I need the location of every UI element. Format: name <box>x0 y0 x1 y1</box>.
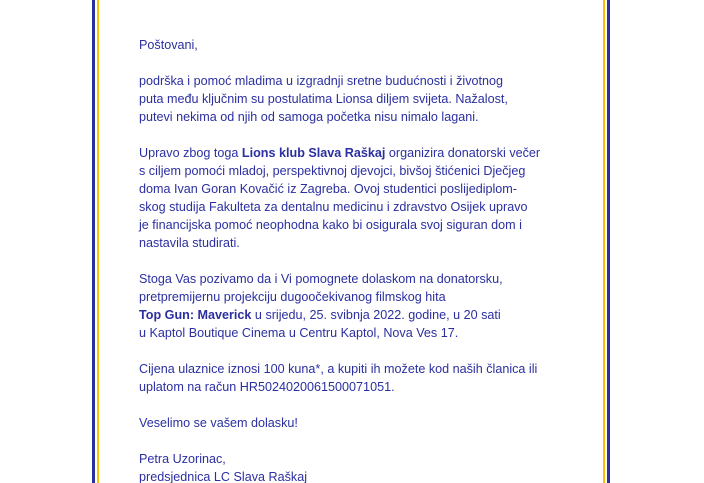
paragraph-event-purpose <box>139 144 569 252</box>
signature-name: Petra Uzorinac, <box>139 452 226 466</box>
greeting: Poštovani, <box>139 38 198 52</box>
paragraph-invitation-rest: u srijedu, 25. svibnja 2022. godine, u 20 sati u Kaptol Boutique Cinema u Centru Kaptol, Nova Ves 17. <box>139 308 501 340</box>
paragraph-intro: podrška i pomoć mladima u izgradnji sretne budućnosti i životnog puta među ključnim su postulatima Lionsa diljem svijeta. Nažalost, putevi nekima od njih od samoga početka nisu nimalo lagani. <box>139 74 508 124</box>
film-title: Top Gun: Maverick <box>139 308 252 322</box>
closing-line: Veselimo se vašem dolasku! <box>139 416 298 430</box>
signature-block <box>139 450 569 483</box>
paragraph-event-purpose-rest: organizira donatorski večer s ciljem pomoći mladoj, perspektivnoj djevojci, bivšoj štićenici Dječjeg doma Ivan Goran Kovačić iz Zagreba. Ovoj studentici poslijediplom- skog studija Fakulteta za dentalnu medicinu i zdravstvo Osijek upravo je financijska pomoć neophodna kako bi osigurala svoj siguran dom i nastavila studirati. <box>139 146 541 250</box>
club-name: Lions klub Slava Raškaj <box>241 146 386 160</box>
letter-body <box>139 36 569 483</box>
paragraph-invitation-start: Stoga Vas pozivamo da i Vi pomognete dolaskom na donatorsku, pretpremijernu projekciju dugoočekivanog filmskog hita <box>139 272 503 304</box>
paragraph-event-purpose-start: Upravo zbog toga <box>139 146 242 160</box>
paragraph-invitation <box>139 270 569 342</box>
paragraph-ticket-price: Cijena ulaznice iznosi 100 kuna*, a kupiti ih možete kod naših članica ili uplatom na račun HR5024020061500071051. <box>139 362 538 394</box>
signature-title: predsjednica LC Slava Raškaj <box>139 470 308 483</box>
